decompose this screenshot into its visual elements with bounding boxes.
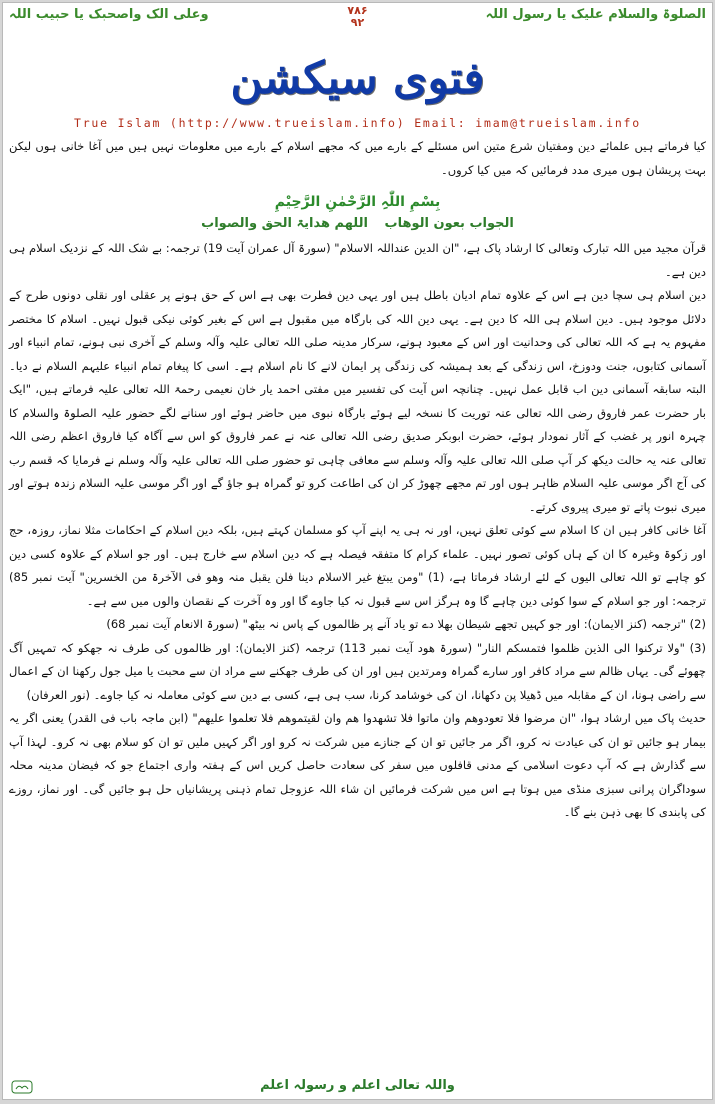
contact-line: True Islam (http://www.trueislam.info) Email: imam@trueislam.info — [73, 116, 642, 130]
answer-heading — [9, 216, 706, 231]
header-salutation-right: الصلوۃ والسلام علیک یا رسول اللہ — [485, 7, 706, 22]
answer-paragraph-2: دین اسلام ہی سچا دین ہے اس کے علاوہ تمام ادیان باطل ہیں اور یہی دین فطرت بھی ہے اس کے حق ہونے پر عقلی اور نقلی دونوں طرح کے دلائل موجود ہیں۔ دین اسلام ہی اللہ کا دین ہے۔ یہی دین اللہ کی بارگاہ میں مقبول ہے اس کے بغیر کوئی نیکی قبول نہیں۔ اسلام کا مختصر مفہوم یہ ہے کہ اللہ تعالی کی وحدانیت اور اس کے معبود ہونے، سرکار مدینہ صلی اللہ تعالی علیہ وآلہ وسلم کے آخری نبی ہونے، تمام انبیاء اور آسمانی کتابوں، جنت ودوزخ، اس زندگی کے بعد ہمیشہ کی زندگی پر ایمان لانے کا نام اسلام ہے۔ اسی کا پیغام تمام انبیاء علیہم السلام نے دیا۔ البتہ سابقہ آسمانی دین اب قابل عمل نہیں۔ چنانچہ اس آیت کی تفسیر میں مفتی احمد یار خان نعیمی رحمۃ اللہ تعالی علیہ فرماتے ہیں، "ایک بار حضرت عمر فاروق رضی اللہ تعالی عنہ توریت کا نسخہ لیے ہوئے بارگاہ نبوی میں حاضر ہوئے اور سنانے لگے حضور علیہ الصلوۃ والسلام کا چہرہ انور پر غضب کے آثار نمودار ہوئے، حضرت ابوبکر صدیق رضی اللہ تعالی عنہ نے عمر فاروق کو اس سے آگاہ کیا فاروق اعظم رضی اللہ تعالی عنہ یہ حالت دیکھ کر آپ صلی اللہ تعالی علیہ وآلہ وسلم سے معافی چاہی تو حضور صلی اللہ تعالی علیہ وآلہ وسلم نے فرمایا کہ قسم رب کی آج اگر موسی علیہ السلام ظاہر ہوں اور تم مجھے چھوڑ کر ان کی اطاعت کرو تو گمراہ ہو جاؤ گے اور اگر موسی علیہ السلام زندہ ہوتے اور میری نبوت پاتے تو میری پیروی کرتے۔ — [9, 288, 706, 514]
header-salutation-left: وعلی الک واصحبک یا حبیب اللہ — [9, 7, 209, 22]
seal-icon — [11, 1080, 33, 1094]
fatwa-content — [9, 135, 706, 825]
bismillah: بِسْمِ اللّٰہِ الرَّحْمٰنِ الرَّحِیْمِ — [274, 194, 441, 210]
answer-heading-part2: اللھم ھدایۃ الحق والصواب — [201, 216, 368, 231]
header-number-92: ۹۲ — [350, 16, 365, 29]
answer-paragraph-6: حدیث پاک میں ارشاد ہوا، "ان مرضوا فلا تعودوھم وان ماتوا فلا تشھدوا ھم وان لقیتموھم فلا تعلموا علیھم" (ابن ماجہ باب فی القدر) یعنی اگر یہ بیمار ہو جائیں تو ان کی عیادت نہ کرو، اگر مر جائیں تو ان کے جنازے میں شرکت نہ کرو اور اگر کہیں ملیں تو ان کو سلام بھی نہ کرو۔ لہذا آپ سے گذارش ہے کہ آپ دعوت اسلامی کے مدنی قافلوں میں سفر کی سعادت حاصل کریں اس کے ہفتہ واری اجتماع جو کہ فیضان مدینہ محلہ سوداگران پرانی سبزی منڈی میں ہوتا ہے اس میں شرکت فرمائیں ان شاء اللہ عزوجل تمام ذہنی پریشانیاں حل ہو جائیں گی۔ اور نماز، روزے کی پابندی کا بھی ذہن بنے گا۔ — [9, 711, 706, 819]
question-text: کیا فرماتے ہیں علمائے دین ومفتیان شرع متین اس مسئلے کے بارے میں کہ مجھے اسلام کے بارے میں معلومات نہیں ہیں میں آغا خانی ہوں لیکن بہت پریشان ہوں میری مدد فرمائیں کہ میں کیا کروں۔ — [9, 139, 706, 177]
page-title: فتوی سیکشن — [230, 53, 485, 104]
answer-paragraph-1: قرآن مجید میں اللہ تبارک وتعالی کا ارشاد پاک ہے، "ان الدین عنداللہ الاسلام" (سورۃ آل عمران آیت 19) ترجمہ: بے شک اللہ کے نزدیک اسلام ہی دین ہے۔ — [9, 241, 706, 279]
answer-paragraph-4: (2) "ترجمہ (کنز الایمان): اور جو کہیں تجھے شیطان بھلا دے تو یاد آنے پر ظالموں کے پاس نہ بیٹھ" (سورۃ الانعام آیت نمبر 68) — [106, 617, 706, 631]
answer-heading-part1: الجواب بعون الوھاب — [384, 216, 514, 231]
answer-paragraph-3: آغا خانی کافر ہیں ان کا اسلام سے کوئی تعلق نہیں، اور نہ ہی یہ اپنے آپ کو مسلمان کہتے ہیں، بلکہ دین اسلام کے احکامات مثلا نماز، روزہ، حج اور زکوۃ وغیرہ کا ان کے ہاں کوئی تصور نہیں۔ علماء کرام کا متفقہ فیصلہ ہے کہ دین اسلام سے خارج ہیں۔ اور جو اسلام کے علاوہ کسی دین کو چاہے تو اللہ تعالی الیوں کے لئے ارشاد فرماتا ہے، (1) "ومن یبتغ غیر الاسلام دینا فلن یقبل منہ وھو فی الآخرۃ من الخسرین" آیت نمبر 85) ترجمہ: اور جو اسلام کے سوا کوئی دین چاہے گا وہ ہرگز اس سے قبول نہ کیا جاوے گا اور وہ آخرت کے نقصان والوں میں سے ہے۔ — [9, 523, 706, 608]
fatwa-page — [2, 2, 713, 1100]
header-number-786: ۷۸۶ — [347, 4, 368, 17]
title-banner — [3, 53, 712, 104]
answer-paragraph-5: (3) "ولا ترکنوا الی الذین ظلموا فتمسکم النار" (سورۃ ھود آیت نمبر 113) ترجمہ (کنز الایمان): اور ظالموں کی طرف نہ جھکو کہ تمہیں آگ چھوئے گی۔ یہاں ظالم سے مراد کافر اور سارے گمراہ ومرتدین ہیں اور ان کی طرف جھکنے سے مراد ان سے محبت یا میل جول رکھنا ان کے اعمال سے راضی ہونا، ان کے مقابلہ میں ڈھیلا پن دکھانا، ان کی خوشامد کرنا، سب ہی ہے، کسی بے دین سے کوئی معاملہ نہ کیا جاوے۔ (نور العرفان) — [9, 640, 706, 702]
closing-statement: واللہ تعالی اعلم و رسولہ اعلم — [260, 1078, 455, 1093]
